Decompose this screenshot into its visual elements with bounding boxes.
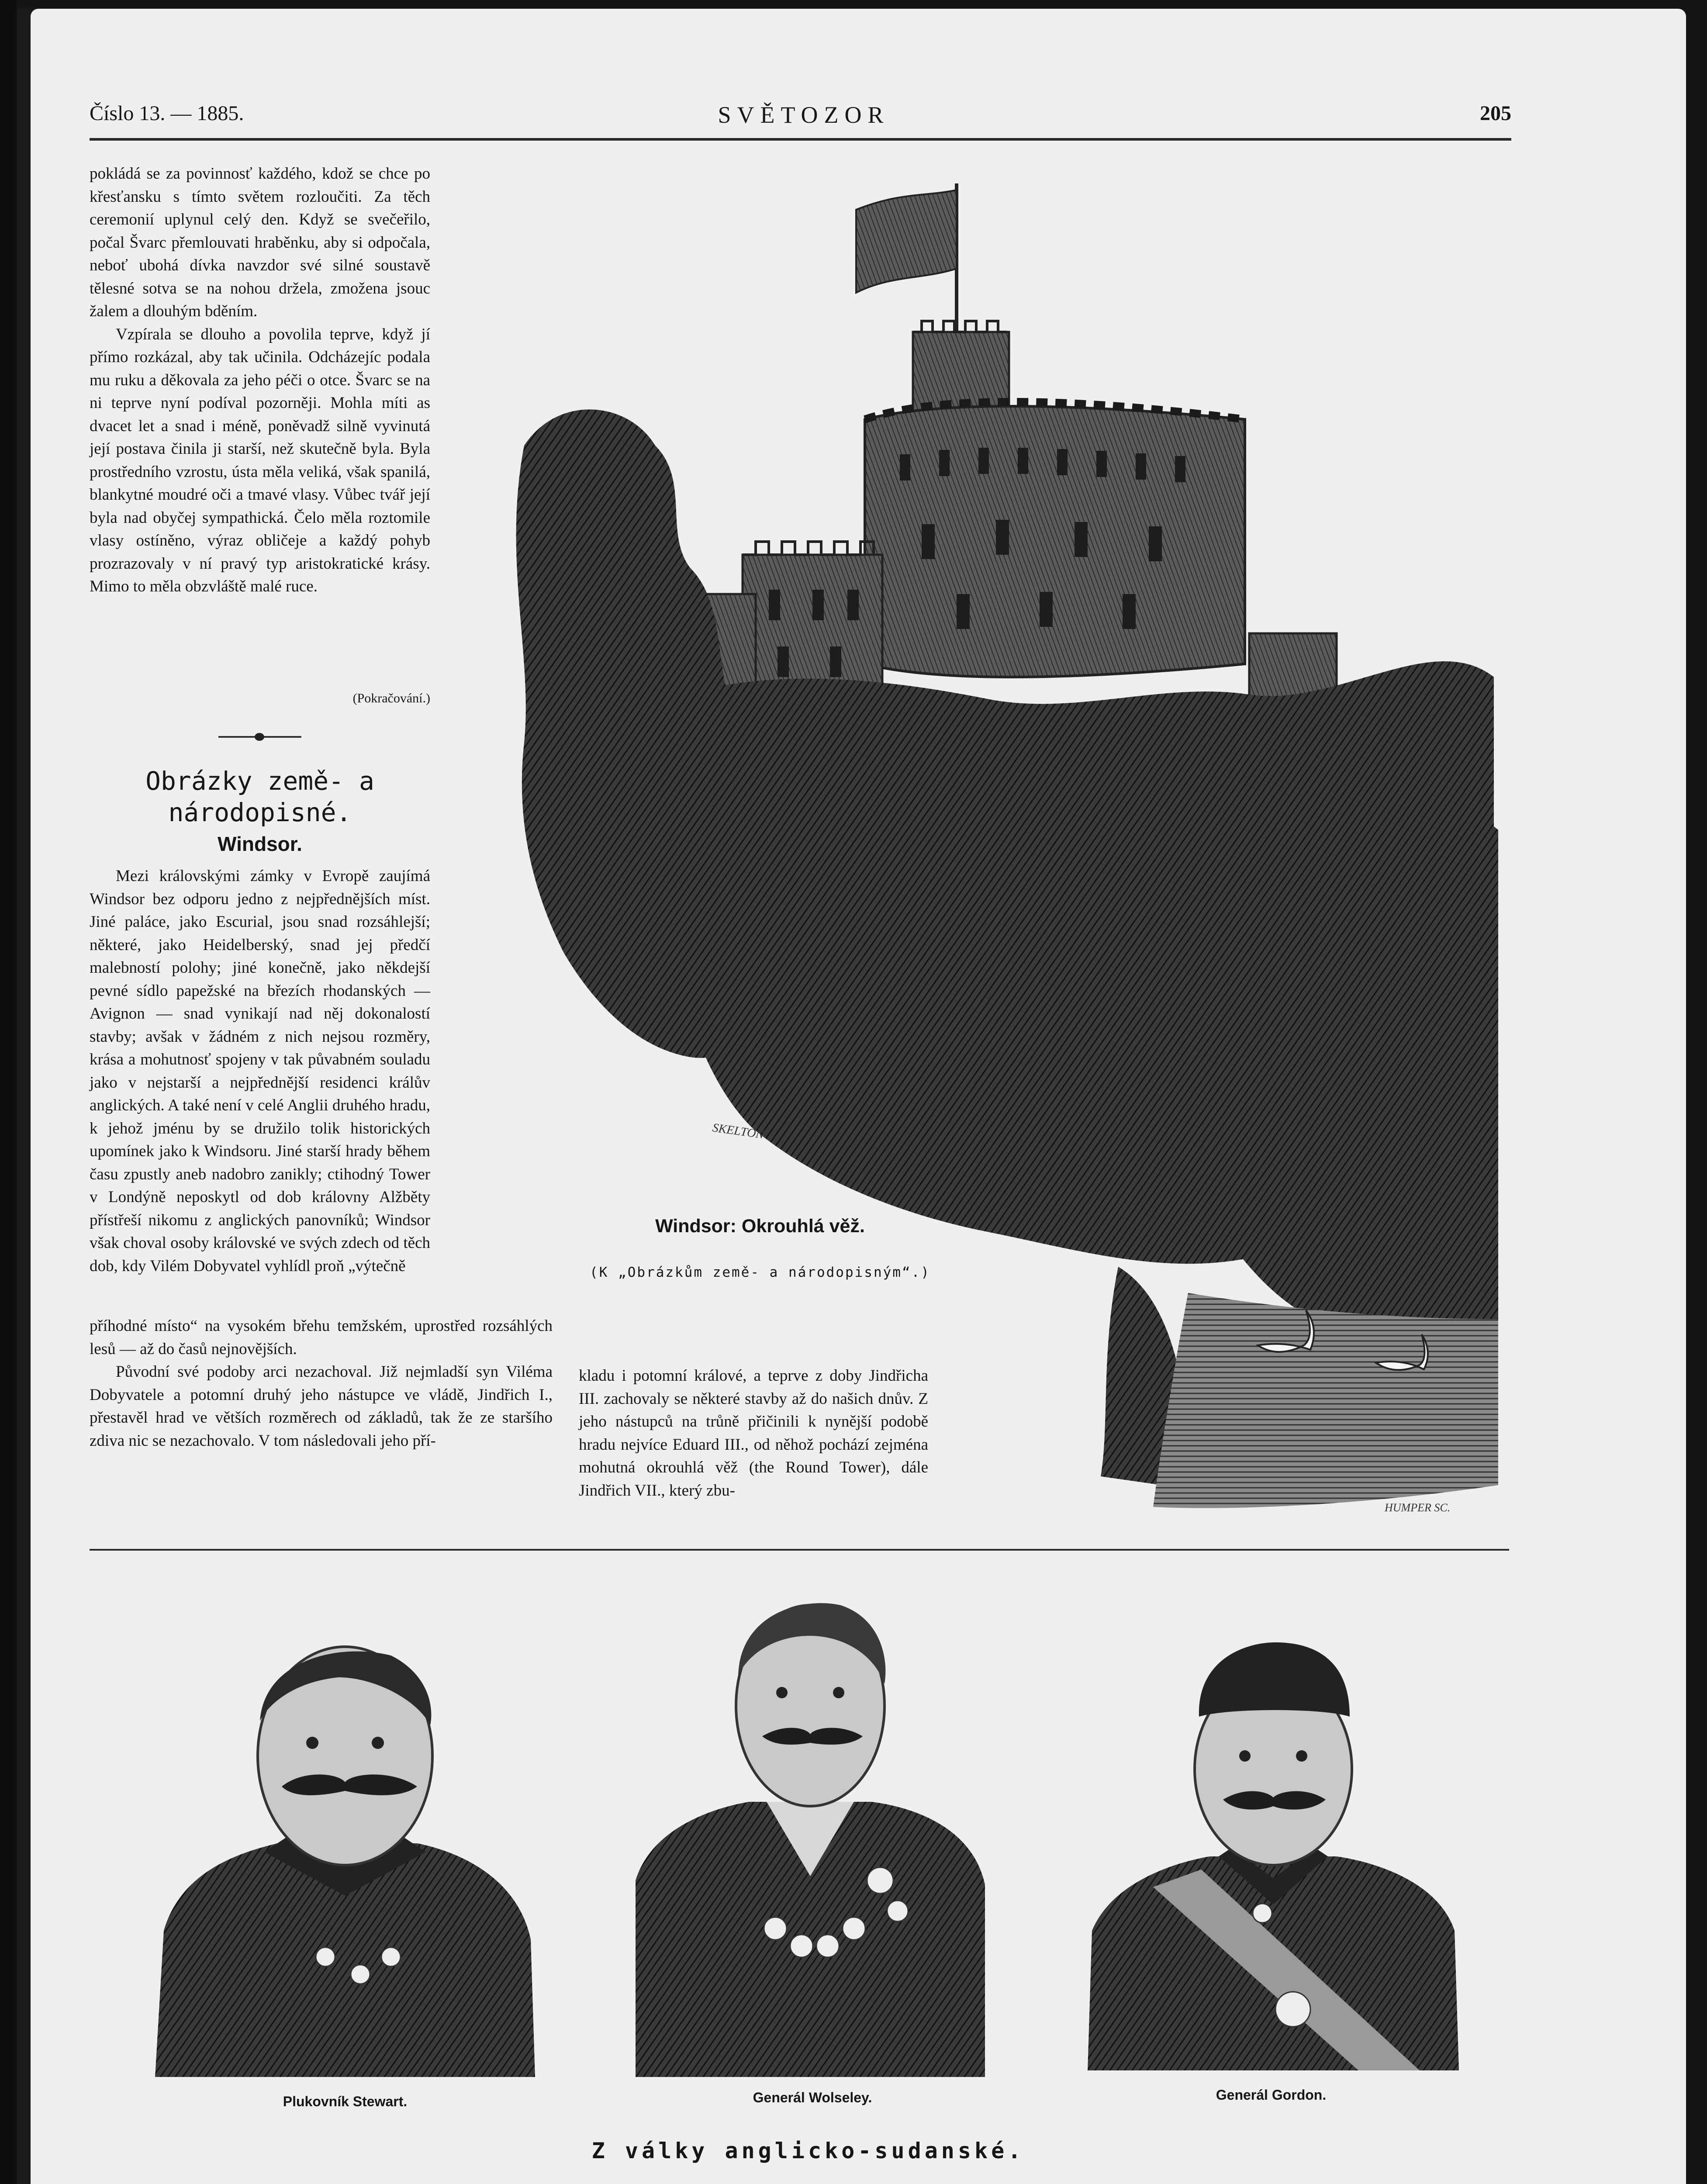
portrait-gordon (1088, 1642, 1459, 2070)
continuation-note: (Pokračování.) (352, 691, 430, 705)
header-issue: Číslo 13. — 1885. (90, 102, 244, 125)
article-column-lower (90, 1315, 553, 1452)
story-paragraph: pokládá se za povinnosť každého, kdož se chce po křesťansku s tímto světem rozloučiti. Za těch ceremonií uplynul celý den. Když se svečeřilo, počal Švarc přemlouvati hraběnku, aby si odpočala, neboť ubohá dívka navzdor své silné soustavě tělesné sotva se na nohou držela, zmožena jsouc žalem a dlouhým bděním. (90, 165, 430, 320)
header-page-number: 205 (1480, 102, 1511, 125)
article-paragraph: kladu i potomní králové, a teprve z doby Jindřicha III. zachovaly se některé stavby až do našich dnův. Z jeho nástupců na trůně přičinili k nynější podobě hradu nejvíce Eduard III., od něhož pochází zejména mohutná okrouhlá věž (the Round Tower), dále Jindřich VII., který zbu- (579, 1367, 928, 1500)
portrait-wolseley (636, 1597, 985, 2077)
story-column (90, 162, 430, 598)
section-subtitle: Windsor. (218, 833, 302, 855)
scan-left-border (0, 0, 17, 2184)
story-paragraph: Vzpírala se dlouho a povolila teprve, když jí přímo rozkázal, aby tak učinila. Odcházejíc podala mu ruku a děkovala za jeho péči o otce. Švarc se na ni teprve nyní podíval pozorněji. Mohla míti as dvacet let a snad i méně, poněvadž silně vyvinutá její postava činila ji starší, než skutečně byla. Byla prostředního vzrostu, ústa měla veliká, však spanilá, blankytné moudré oči a tmavé vlasy. Vůbec tvář její byla nad obyčej sympathická. Čelo měla roztomile vlasy ostíněno, výraz obličeje a každý pohyb prozrazovaly v ní pravý typ aristokratické krásy. Mimo to měla obzvláště malé ruce. (90, 325, 430, 595)
portrait-caption-gordon: Generál Gordon. (1216, 2087, 1327, 2103)
windsor-round-tower-engraving (507, 175, 1503, 1520)
figure-source-note: (K „Obrázkům země- a národopisným“.) (590, 1265, 930, 1280)
round-tower (865, 321, 1245, 677)
portraits-group-title: Z války anglicko-sudanské. (591, 2138, 1025, 2163)
article-paragraph: Mezi královskými zámky v Evropě zaujímá Windsor bez odporu jedno z nejpřednějších míst. Jiné paláce, jako Escurial, jsou snad rozsáhlejší; některé, jako Heidelberský, snad jej předčí malebností polohy; jiné konečně, jako někdejší pevné sídlo papežské na březích rhodanských — Avignon — snad vynikají nad něj dokonalostí stavby; avšak v žádném z nich nejsou rozměry, krása a mohutnosť spojeny v tak půvabném souladu jako v nejstarší a nejpřednější residenci králův anglických. A také není v celé Anglii druhého hradu, k jehož jménu by se družilo tolik historických upomínek jako k Windsoru. Jiné starší hrady během času zpustly aneb nadobro zanikly; ctihodný Tower v Londýně neposkytl od dob královny Alžběty přístřeší nikomu z anglických panovníků; Windsor však choval osoby královské ve svých zdech od těch dob, kdy Vilém Dobyvatel vyhlídl proň „výtečně (90, 867, 430, 1275)
header-journal-title: SVĚTOZOR (718, 102, 890, 128)
scan-top-border (0, 0, 1707, 9)
article-column (90, 865, 553, 1278)
header-rule (90, 138, 1511, 141)
section-divider-ornament (255, 733, 264, 741)
portrait-caption-stewart: Plukovník Stewart. (283, 2094, 408, 2109)
portrait-caption-wolseley: Generál Wolseley. (753, 2090, 872, 2105)
engraver-signature-left: SKELTON (712, 1121, 765, 1142)
article-paragraph: Původní své podoby arci nezachoval. Již nejmladší syn Viléma Dobyvatele a potomní druhý jeho nástupce ve vládě, Jindřich I., přestavěl hrad ve větších rozměrech od základů, tak že ze staršího zdiva nic se nezachovalo. V tom následovali jeho pří- (90, 1363, 553, 1450)
article-paragraph: příhodné místo“ na vysokém břehu temžském, uprostřed rozsáhlých lesů — až do časů nejnovějších. (90, 1317, 553, 1358)
flag (856, 183, 957, 332)
engraver-signature-right: HUMPER SC. (1385, 1501, 1451, 1514)
figure-caption: Windsor: Okrouhlá věž. (655, 1216, 865, 1237)
section-rule (90, 1549, 1509, 1551)
river (1153, 1293, 1498, 1508)
portrait-stewart (155, 1625, 535, 2077)
section-title: Obrázky země- a národopisné. (145, 766, 374, 827)
